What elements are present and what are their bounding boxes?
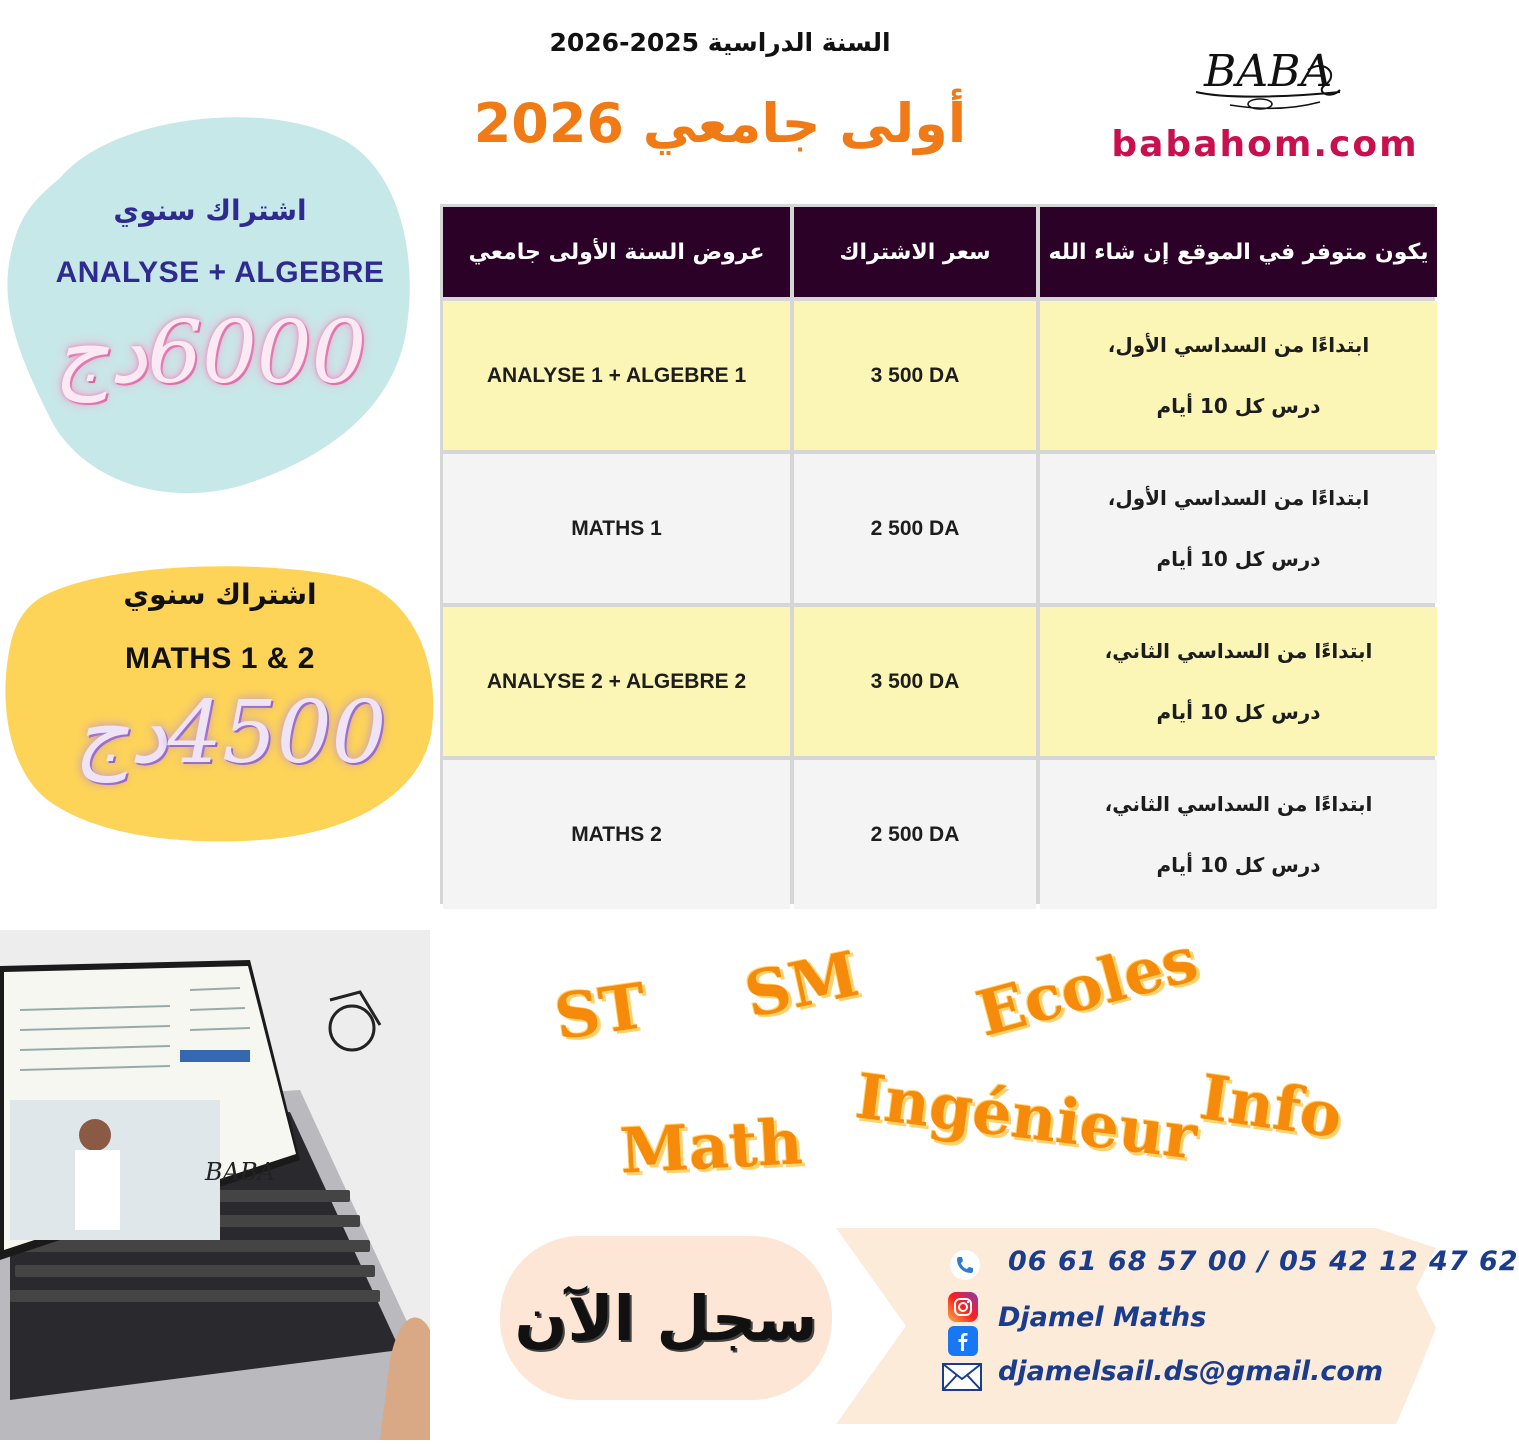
tag-math: Math — [618, 1105, 805, 1188]
facebook-icon — [948, 1326, 978, 1356]
promo-price: 4500دج — [73, 683, 387, 783]
price-cell: 2 500 DA — [794, 760, 1036, 909]
column-header-offers: عروض السنة الأولى جامعي — [443, 207, 790, 297]
phone-icon — [950, 1250, 980, 1280]
column-header-price: سعر الاشتراك — [794, 207, 1036, 297]
register-now-button[interactable] — [500, 1236, 832, 1400]
promo-title: اشتراك سنوي — [113, 194, 307, 227]
instagram-icon — [948, 1292, 978, 1322]
promo-annual-maths — [0, 558, 440, 843]
availability-cell — [1040, 760, 1437, 909]
svg-text:BABA: BABA — [1204, 46, 1333, 97]
offers-table — [440, 204, 1435, 904]
price-cell: 3 500 DA — [794, 607, 1036, 756]
page-title: أولى جامعي 2026 — [473, 92, 967, 155]
email-link[interactable]: djamelsail.ds@gmail.com — [998, 1356, 1384, 1387]
promo-price: 6000دج — [53, 303, 367, 403]
availability-line: ابتداءًا من السداسي الأول، — [1107, 332, 1370, 357]
laptop-photo — [0, 930, 430, 1440]
offer-cell: ANALYSE 2 + ALGEBRE 2 — [443, 607, 790, 756]
availability-line: ابتداءًا من السداسي الثاني، — [1104, 638, 1373, 663]
availability-line: ابتداءًا من السداسي الثاني، — [1104, 791, 1373, 816]
offer-cell: ANALYSE 1 + ALGEBRE 1 — [443, 301, 790, 450]
promo-subtitle: MATHS 1 & 2 — [125, 642, 315, 675]
offer-cell: MATHS 1 — [443, 454, 790, 603]
offer-cell: MATHS 2 — [443, 760, 790, 909]
tag-sm: SM — [738, 937, 865, 1032]
register-now-label: سجل الآن — [514, 1281, 818, 1355]
phone-numbers[interactable]: 06 61 68 57 00 / 05 42 12 47 62 — [1008, 1246, 1519, 1277]
availability-line: درس كل 10 أيام — [1156, 546, 1321, 571]
price-cell: 3 500 DA — [794, 301, 1036, 450]
price-cell: 2 500 DA — [794, 454, 1036, 603]
availability-line: درس كل 10 أيام — [1156, 393, 1321, 418]
availability-cell — [1040, 454, 1437, 603]
column-header-availability: يكون متوفر في الموقع إن شاء الله — [1040, 207, 1437, 297]
social-handle[interactable]: Djamel Maths — [998, 1302, 1207, 1333]
promo-subtitle: ANALYSE + ALGEBRE — [55, 256, 385, 289]
tag-ecoles: Ecoles — [969, 922, 1205, 1051]
availability-line: ابتداءًا من السداسي الأول، — [1107, 485, 1370, 510]
promo-title: اشتراك سنوي — [123, 578, 317, 611]
availability-cell — [1040, 301, 1437, 450]
academic-year: السنة الدراسية 2025-2026 — [549, 28, 891, 57]
site-link[interactable]: babahom.com — [1111, 124, 1419, 165]
mail-icon — [942, 1362, 982, 1392]
tag-st: ST — [550, 969, 651, 1054]
availability-line: درس كل 10 أيام — [1156, 852, 1321, 877]
promo-annual-analyse — [0, 108, 420, 498]
baba-logo — [1190, 30, 1360, 125]
svg-text:BABA: BABA — [205, 1158, 275, 1186]
availability-line: درس كل 10 أيام — [1156, 699, 1321, 724]
tag-info: Info — [1195, 1060, 1347, 1153]
tag-ingenieur: Ingénieur — [851, 1059, 1201, 1174]
availability-cell — [1040, 607, 1437, 756]
